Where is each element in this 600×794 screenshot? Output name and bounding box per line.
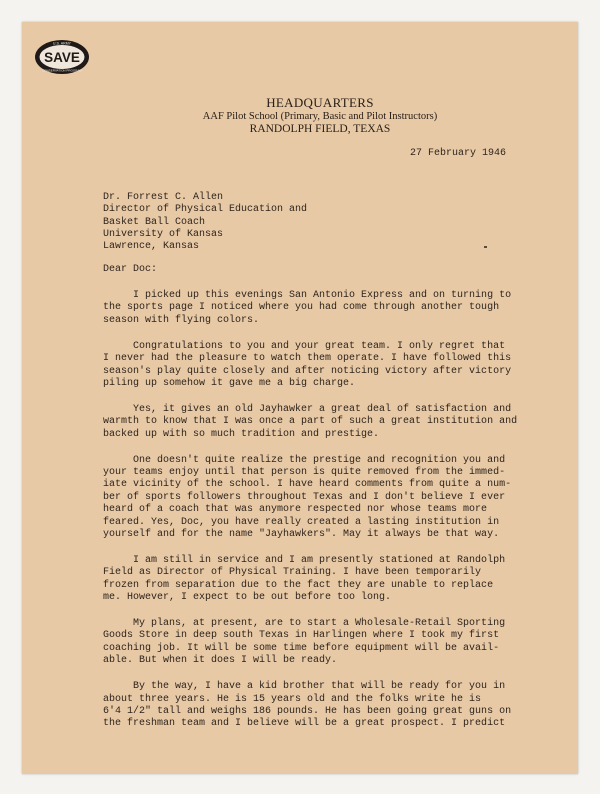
- body-line: By the way, I have a kid brother that will be ready for you in: [103, 681, 506, 693]
- body-line: I am still in service and I am presently stationed at Randolph: [103, 554, 506, 566]
- address-line: University of Kansas: [103, 228, 224, 240]
- paragraph: [103, 290, 523, 327]
- letter-body: [103, 290, 523, 744]
- body-line: piling up somehow it gave me a big charge.: [103, 377, 356, 389]
- body-line: 6'4 1/2" tall and weighs 186 pounds. He has been going great guns on: [103, 705, 512, 717]
- body-line: ber of sports followers throughout Texas and I don't believe I ever: [103, 491, 506, 503]
- body-line: Yes, it gives an old Jayhawker a great deal of satisfaction and: [103, 403, 512, 415]
- save-stamp-logo: [34, 38, 90, 76]
- body-line: your teams enjoy until that person is quite removed from the immed-: [103, 466, 506, 478]
- ink-mark: [484, 246, 487, 248]
- address-line: Lawrence, Kansas: [103, 241, 200, 253]
- body-line: Congratulations to you and your great team. I only regret that: [103, 340, 506, 352]
- body-line: feared. Yes, Doc, you have really created a lasting institution in: [103, 516, 500, 528]
- body-line: Goods Store in deep south Texas in Harlingen where I took my first: [103, 630, 500, 642]
- paragraph: [103, 618, 523, 668]
- letter-date: 27 February 1946: [410, 148, 507, 159]
- letterhead-subtitle: AAF Pilot School (Primary, Basic and Pilot Instructors): [202, 111, 438, 122]
- paragraph: [103, 455, 523, 542]
- paragraph: [103, 681, 523, 731]
- body-line: season with flying colors.: [103, 314, 260, 326]
- address-line: Basket Ball Coach: [103, 216, 206, 228]
- body-line: iate vicinity of the school. I have heard comments from quite a num-: [103, 479, 512, 491]
- stamp-bottom-text: CONSERVATION PROGRAM: [42, 68, 82, 73]
- body-line: warmth to know that I was once a part of such a great institution and: [103, 416, 518, 428]
- paragraph: [103, 555, 523, 605]
- address-line: Director of Physical Education and: [103, 204, 308, 216]
- recipient-address: [103, 192, 307, 253]
- address-line: Dr. Forrest C. Allen: [103, 192, 224, 203]
- stamp-top-text: U.S. ARMY: [52, 41, 72, 46]
- salutation: Dear Doc:: [103, 264, 158, 275]
- body-line: yourself and for the name "Jayhawkers". May it always be that way.: [103, 529, 500, 540]
- body-line: season's play quite closely and after noticing victory after victory: [103, 365, 512, 377]
- body-line: coaching job. It will be some time before equipment will be avail-: [103, 642, 500, 654]
- body-line: the sports page I noticed where you had come through another tough: [103, 302, 500, 314]
- paragraph: [103, 341, 523, 391]
- stamp-main-text: SAVE: [44, 50, 80, 65]
- body-line: the freshman team and I believe will be a great prospect. I predict: [103, 718, 506, 730]
- body-line: able. But when it does I will be ready.: [103, 655, 338, 667]
- body-line: One doesn't quite realize the prestige and recognition you and: [103, 454, 506, 466]
- body-line: backed up with so much tradition and prestige.: [103, 428, 380, 440]
- body-line: me. However, I expect to be out before too long.: [103, 592, 392, 604]
- body-line: I never had the pleasure to watch them operate. I have followed this: [103, 353, 512, 365]
- body-line: I picked up this evenings San Antonio Express and on turning to: [103, 290, 512, 301]
- body-line: Field as Director of Physical Training. I have been temporarily: [103, 567, 482, 579]
- letterhead-title: HEADQUARTERS: [266, 95, 374, 110]
- paragraph: [103, 404, 523, 441]
- body-line: frozen from separation due to the fact they are unable to replace: [103, 579, 494, 591]
- body-line: heard of a coach that was anymore respected nor whose teams more: [103, 504, 488, 516]
- body-line: My plans, at present, are to start a Wholesale-Retail Sporting: [103, 618, 506, 630]
- body-line: about three years. He is 15 years old and the folks write he is: [103, 693, 482, 705]
- letterhead-location: RANDOLPH FIELD, TEXAS: [249, 123, 391, 135]
